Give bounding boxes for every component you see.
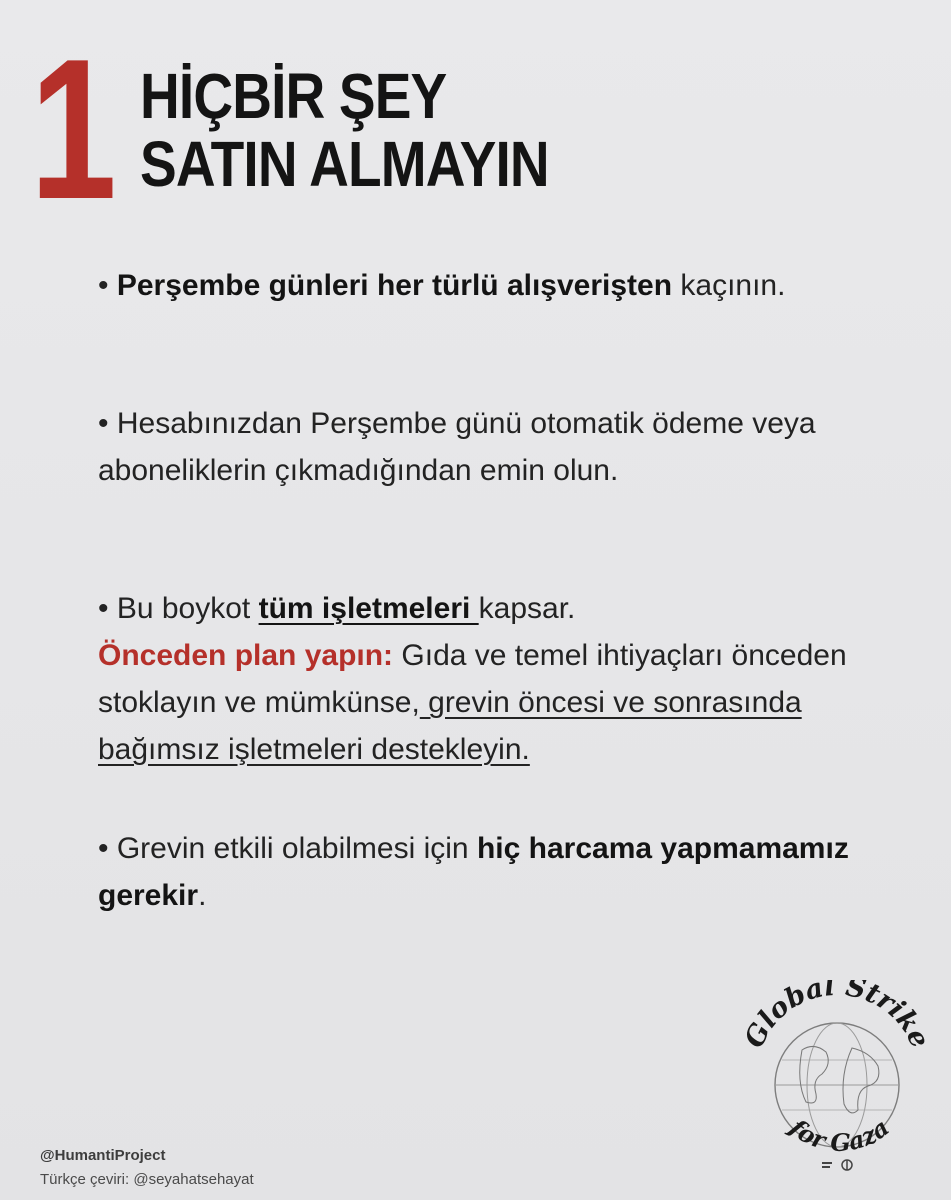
point-3 bbox=[98, 585, 858, 773]
credits bbox=[40, 1144, 254, 1192]
logo-small-marks-icon bbox=[822, 1160, 852, 1170]
credits-translation: Türkçe çeviri: @seyahatsehayat bbox=[40, 1171, 254, 1188]
heading-number: 1 bbox=[30, 18, 111, 241]
plan-ahead-label: Önceden plan yapın: bbox=[98, 639, 394, 672]
point-1-bullet: • bbox=[98, 269, 117, 302]
heading-title bbox=[140, 62, 549, 198]
point-3-underlined: tüm işletmeleri bbox=[258, 592, 479, 625]
heading-line-1: HİÇBİR ŞEY bbox=[140, 60, 447, 132]
point-3-pre: • Bu boykot bbox=[98, 592, 259, 625]
logo-bottom-text: for Gaza bbox=[784, 1112, 895, 1157]
point-3-post: kapsar. bbox=[478, 592, 576, 625]
point-1-rest: kaçının. bbox=[672, 269, 786, 302]
point-4-pre: • Grevin etkili olabilmesi için bbox=[98, 832, 477, 865]
point-4-bold: hiç harcama yapmamamız gerekir bbox=[98, 832, 849, 912]
point-3-mid: Gıda ve temel ihtiyaçları önceden stoklayın ve mümkünse, bbox=[98, 639, 847, 719]
point-3-underlined-2: grevin öncesi ve sonrasında bağımsız işletmeleri destekleyin. bbox=[98, 686, 802, 766]
credits-handle: @HumantiProject bbox=[40, 1147, 166, 1164]
point-1-bold: Perşembe günleri her türlü alışverişten bbox=[116, 269, 673, 302]
point-2: • Hesabınızdan Perşembe günü otomatik ödeme veya aboneliklerin çıkmadığından emin olun. bbox=[98, 407, 816, 487]
logo-top-text: Global Strike bbox=[742, 980, 932, 1053]
heading-line-2: SATIN ALMAYIN bbox=[140, 128, 549, 200]
point-4 bbox=[98, 825, 858, 919]
svg-text:for Gaza bbox=[783, 1112, 895, 1157]
point-1 bbox=[98, 262, 858, 309]
globe-icon bbox=[742, 980, 932, 1180]
svg-text:Global Strike bbox=[742, 980, 932, 1053]
global-strike-logo bbox=[742, 980, 932, 1180]
point-4-post: . bbox=[198, 879, 207, 912]
